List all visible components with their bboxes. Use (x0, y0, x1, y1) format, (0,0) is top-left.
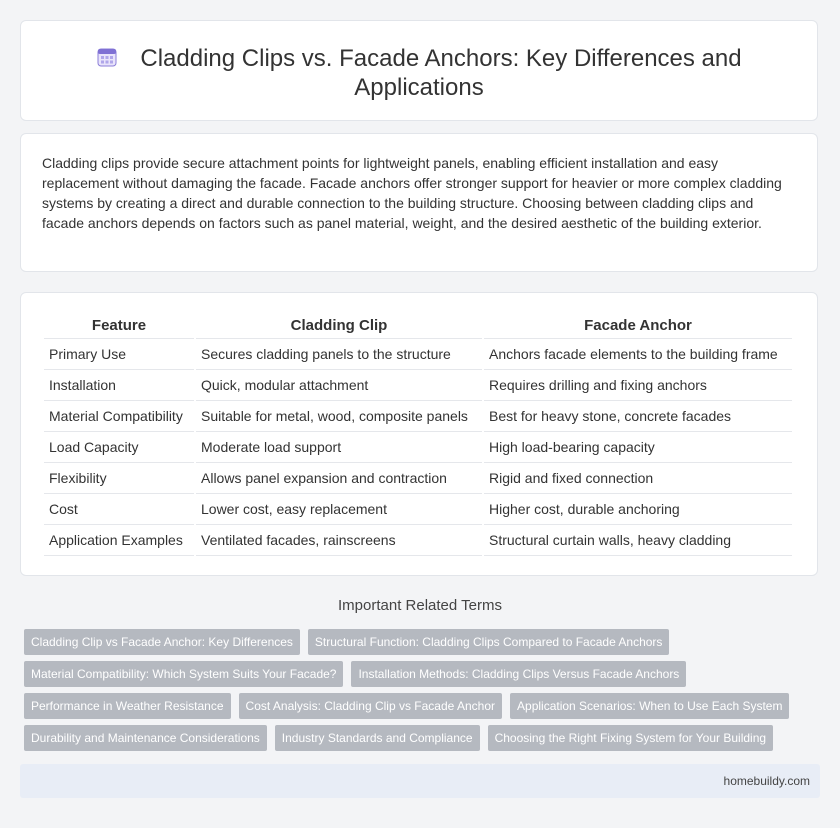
related-term-tag[interactable]: Performance in Weather Resistance (24, 693, 231, 719)
header-card (20, 20, 818, 121)
table-row (44, 370, 792, 401)
related-term-tag[interactable]: Choosing the Right Fixing System for Your Building (488, 725, 773, 751)
table-row (44, 339, 792, 370)
related-term-tag[interactable]: Industry Standards and Compliance (275, 725, 480, 751)
table-cell: Suitable for metal, wood, composite panels (196, 401, 482, 432)
table-cell: Application Examples (44, 525, 194, 556)
table-cell: Lower cost, easy replacement (196, 494, 482, 525)
table-row (44, 494, 792, 525)
related-term-tag[interactable]: Application Scenarios: When to Use Each System (510, 693, 789, 719)
table-cell: Requires drilling and fixing anchors (484, 370, 792, 401)
related-term-tag[interactable]: Material Compatibility: Which System Suits Your Facade? (24, 661, 343, 687)
table-cell: Ventilated facades, rainscreens (196, 525, 482, 556)
tag-row (24, 693, 824, 719)
footer (20, 764, 820, 798)
comparison-table (42, 313, 794, 556)
related-term-tag[interactable]: Cost Analysis: Cladding Clip vs Facade Anchor (239, 693, 502, 719)
table-cell: Moderate load support (196, 432, 482, 463)
related-term-tag[interactable]: Structural Function: Cladding Clips Compared to Facade Anchors (308, 629, 670, 655)
table-cell: High load-bearing capacity (484, 432, 792, 463)
intro-paragraph: Cladding clips provide secure attachment points for lightweight panels, enabling efficient installation and easy replacement without damaging the facade. Facade anchors offer stronger support for heavier or more complex cladding systems by creating a direct and durable connection to the building structure. Choosing between cladding clips and facade anchors depends on factors such as panel material, weight, and the desired aesthetic of the building exterior. (42, 155, 782, 231)
related-term-tag[interactable]: Installation Methods: Cladding Clips Versus Facade Anchors (351, 661, 686, 687)
page-title: Cladding Clips vs. Facade Anchors: Key Differences and Applications (140, 45, 742, 101)
table-cell: Material Compatibility (44, 401, 194, 432)
tag-row (24, 725, 824, 751)
table-cell: Flexibility (44, 463, 194, 494)
related-term-tag[interactable]: Durability and Maintenance Considerations (24, 725, 267, 751)
table-cell: Primary Use (44, 339, 194, 370)
table-row (44, 401, 792, 432)
table-cell: Secures cladding panels to the structure (196, 339, 482, 370)
table-row (44, 432, 792, 463)
table-header-row (44, 313, 792, 339)
header-cladding-clip: Cladding Clip (196, 313, 482, 339)
related-terms-title: Important Related Terms (338, 597, 502, 614)
table-cell: Quick, modular attachment (196, 370, 482, 401)
table-cell: Structural curtain walls, heavy cladding (484, 525, 792, 556)
tag-row (24, 661, 824, 687)
table-cell: Anchors facade elements to the building frame (484, 339, 792, 370)
table-cell: Best for heavy stone, concrete facades (484, 401, 792, 432)
page-title-wrap (81, 44, 757, 102)
footer-site-link[interactable]: homebuildy.com (723, 774, 810, 788)
header-feature: Feature (44, 313, 194, 339)
intro-card (20, 133, 818, 272)
related-terms-list (24, 629, 824, 757)
table-cell: Cost (44, 494, 194, 525)
header-facade-anchor: Facade Anchor (484, 313, 792, 339)
table-cell: Installation (44, 370, 194, 401)
table-row (44, 525, 792, 556)
table-cell: Load Capacity (44, 432, 194, 463)
table-row (44, 463, 792, 494)
calendar-icon (96, 46, 118, 68)
comparison-card (20, 292, 818, 576)
tag-row (24, 629, 824, 655)
table-cell: Rigid and fixed connection (484, 463, 792, 494)
related-term-tag[interactable]: Cladding Clip vs Facade Anchor: Key Differences (24, 629, 300, 655)
table-cell: Higher cost, durable anchoring (484, 494, 792, 525)
table-cell: Allows panel expansion and contraction (196, 463, 482, 494)
